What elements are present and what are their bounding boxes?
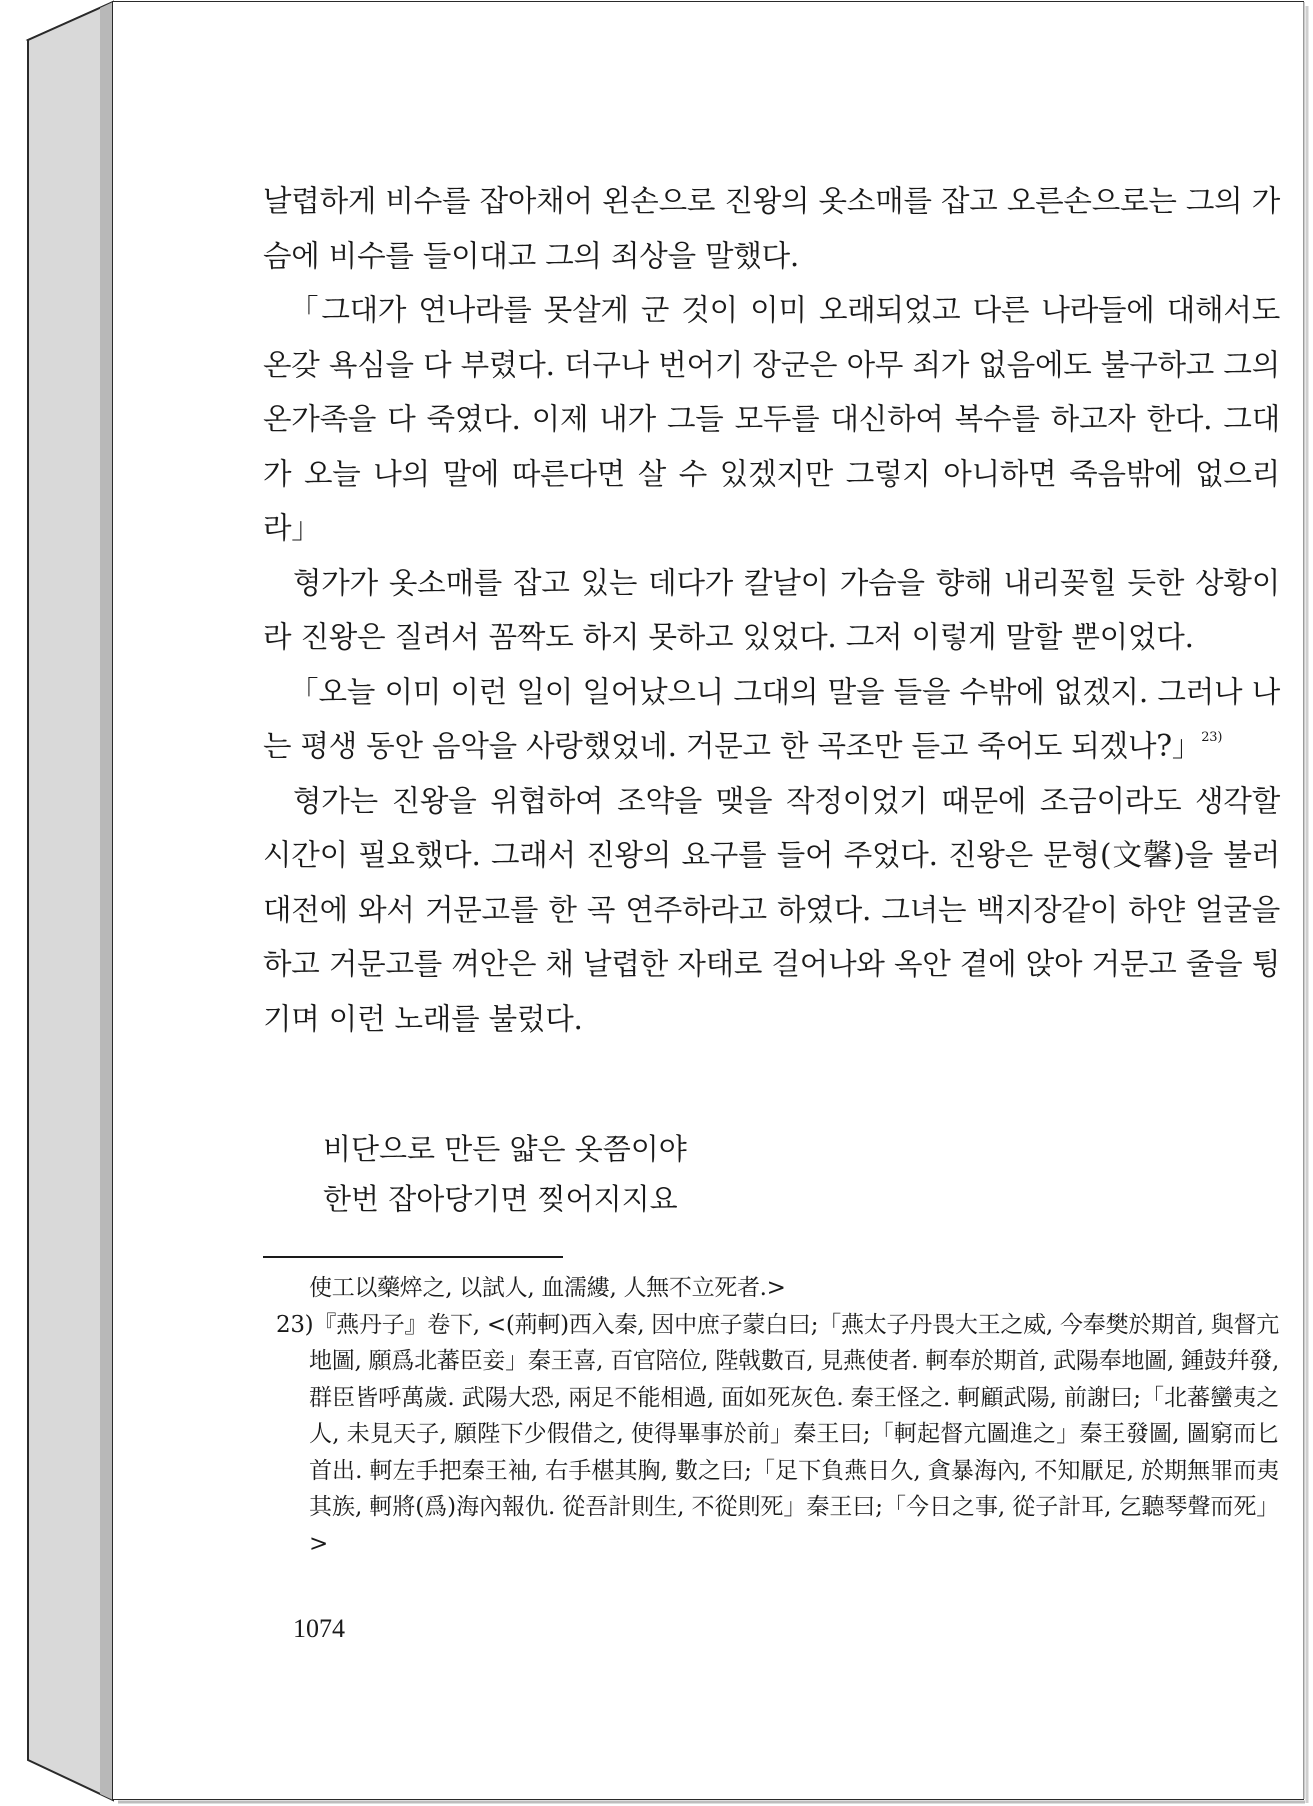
- poem-line: 한번 잡아당기면 찢어지지요: [323, 1182, 678, 1216]
- footnote-item: [263, 1307, 1279, 1563]
- footnote-reference: 23): [1201, 730, 1223, 745]
- paragraph-continuation: 날렵하게 비수를 잡아채어 왼손으로 진왕의 옷소매를 잡고 오른손으로는 그의 가슴에 비수를 들이대고 그의 죄상을 말했다.: [263, 184, 1280, 273]
- poem-block: [323, 1124, 687, 1224]
- paragraph-quote: [263, 665, 1280, 774]
- footnote-number: 23): [276, 1311, 314, 1338]
- book-page: [113, 2, 1303, 1799]
- paragraph: 형가가 옷소매를 잡고 있는 데다가 칼날이 가슴을 향해 내리꽂힐 듯한 상황이라 진왕은 질려서 꼼짝도 하지 못하고 있었다. 그저 이렇게 말할 뿐이었다.: [263, 565, 1280, 654]
- paragraph-quote: 「그대가 연나라를 못살게 군 것이 이미 오래되었고 다른 나라들에 대해서도 온갖 욕심을 다 부렸다. 더구나 번어기 장군은 아무 죄가 없음에도 불구하고 그의 온가족을 다 죽였다. 이제 내가 그들 모두를 대신하여 복수를 하고자 한다. 그대가 오늘 나의 말에 따른다면 살 수 있겠지만 그렇지 아니하면 죽음밖에 없으리라」: [263, 293, 1280, 545]
- footnote-continuation: 使工以藥焠之, 以試人, 血濡縷, 人無不立死者.>: [309, 1275, 786, 1301]
- footnotes: [263, 1270, 1279, 1562]
- paragraph: 형가는 진왕을 위협하여 조약을 맺을 작정이었기 때문에 조금이라도 생각할 시간이 필요했다. 그래서 진왕의 요구를 들어 주었다. 진왕은 문형(文馨)을 불러 대전에 와서 거문고를 한 곡 연주하라고 하였다. 그녀는 백지장같이 하얀 얼굴을 하고 거문고를 껴안은 채 날렵한 자태로 걸어나와 옥안 곁에 앉아 거문고 줄을 튕기며 이런 노래를 불렀다.: [263, 783, 1280, 1036]
- footnote-divider: [263, 1256, 563, 1258]
- main-text: [263, 174, 1280, 1046]
- footnote-text: 『燕丹子』卷下, <(荊軻)西入秦, 因中庶子蒙白曰;「燕太子丹畏大王之威, 今奉樊於期首, 與督亢地圖, 願爲北蕃臣妾」秦王喜, 百官陪位, 陛戟數百, 見燕使者. 軻奉於期首, 武陽奉地圖, 鍾鼓幷發, 群臣皆呼萬歲. 武陽大恐, 兩足不能相過, 面如死灰色. 秦王怪之. 軻顧武陽, 前謝曰;「北蕃蠻夷之人, 未見天子, 願陛下少假借之, 使得畢事於前」秦王曰;「軻起督亢圖進之」秦王發圖, 圖窮而匕首出. 軻左手把秦王袖, 右手椹其胸, 數之曰;「足下負燕日久, 貪暴海內, 不知厭足, 於期無罪而夷其族, 軻將(爲)海內報仇. 從吾計則生, 不從則死」秦王曰;「今日之事, 從子計耳, 乞聽琴聲而死」>: [309, 1311, 1279, 1557]
- paragraph-text: 「오늘 이미 이런 일이 일어났으니 그대의 말을 들을 수밖에 없겠지. 그러나 나는 평생 동안 음악을 사랑했었네. 거문고 한 곡조만 듣고 죽어도 되겠나?」: [263, 674, 1280, 763]
- page-number: 1074: [293, 1614, 345, 1643]
- poem-line: 비단으로 만든 얇은 옷쯤이야: [323, 1132, 687, 1166]
